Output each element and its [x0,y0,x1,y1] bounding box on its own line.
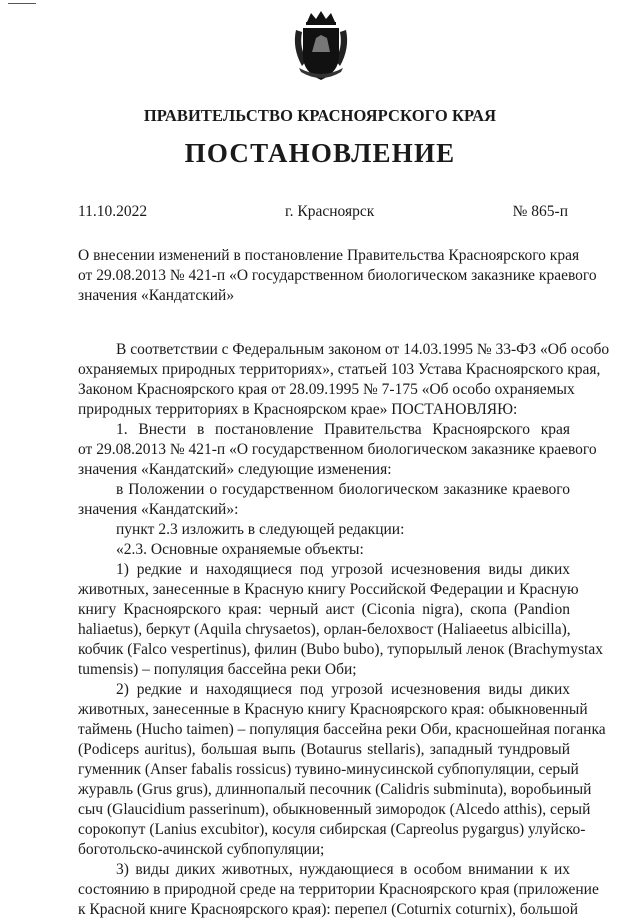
body-line: «2.3. Основные охраняемые объекты: [116,541,364,558]
body-line: 1) редкие и находящиеся под угрозой исчезновения виды диких [116,561,570,578]
body-line: 1. Внести в постановление Правительства Красноярского края [116,421,570,438]
body-line: значения «Кандатский» следующие изменения: [78,461,392,478]
body-line: пункт 2.3 изложить в следующей редакции: [116,521,405,538]
body-line: сыч (Glaucidium passerinum), обыкновенный зимородок (Alcedo atthis), серый [78,801,591,818]
subject-line: от 29.08.2013 № 421-п «О государственном биологическом заказнике краевого [78,267,597,284]
body-line: охраняемых природных территориях», статьей 103 Устава Красноярского края, [78,361,601,378]
body-line: (Podiceps auritus), большая выпь (Botaurus stellaris), западный тундровый [78,741,570,758]
body-line: значения «Кандатский»: [78,501,239,518]
corner-mark [8,3,36,4]
body-line: боготольско-ачинской субпопуляции; [78,841,325,858]
body-line: природных территориях в Красноярском крае» ПОСТАНОВЛЯЮ: [78,401,518,418]
body-text [78,340,610,920]
document-type-title: ПОСТАНОВЛЕНИЕ [184,138,456,168]
body-line: tumensis) – популяция бассейна реки Оби; [78,661,357,678]
body-line: к Красной книге Красноярского края): перепел (Coturnix coturnix), большой [78,901,579,918]
body-line: животных, занесенные в Красную книгу Российской Федерации и Красную [78,581,579,598]
body-line: состоянию в природной среде на территории Красноярского края (приложение [78,881,599,898]
subject-block [78,246,597,306]
body-line: животных, занесенные в Красную книгу Красноярского края: обыкновенный [78,701,588,718]
body-line: Законом Красноярского края от 28.09.1995 № 7-175 «Об особо охраняемых [78,381,575,398]
subject-line: О внесении изменений в постановление Правительства Красноярского края [78,247,580,264]
body-line: таймень (Hucho taimen) – популяция бассейна реки Оби, красношейная поганка [78,721,606,738]
body-line: В соответствии с Федеральным законом от 14.03.1995 № 33-ФЗ «Об особо [116,341,610,358]
subject-line: значения «Кандатский» [78,287,235,304]
body-line: кобчик (Falco vespertinus), филин (Bubo bubo), тупорылый ленок (Brachymystax [78,641,603,658]
body-line: журавль (Grus grus), длиннопалый песочник (Calidris subminuta), воробьиный [78,781,592,798]
body-line: сорокопут (Lanius excubitor), косуля сибирская (Capreolus pygargus) улуйско- [78,821,586,838]
government-name: ПРАВИТЕЛЬСТВО КРАСНОЯРСКОГО КРАЯ [143,106,497,125]
document-number: № 865-п [512,203,568,220]
body-line: гуменник (Anser fabalis rossicus) тувино-минусинской субпопуляции, серый [78,761,579,778]
document-date: 11.10.2022 [78,203,148,220]
body-line: от 29.08.2013 № 421-п «О государственном биологическом заказнике краевого [78,441,597,458]
body-line: haliaetus), беркут (Aquila chrysaetos), орлан-белохвост (Haliaeetus albicilla), [78,621,571,638]
body-line: 2) редкие и находящиеся под угрозой исчезновения виды диких [116,681,570,698]
body-line: 3) виды диких животных, нуждающиеся в особом внимании к их [116,861,570,878]
document-city: г. Красноярск [285,203,375,220]
coat-of-arms-emblem [292,8,350,84]
body-line: в Положении о государственном биологическом заказнике краевого [116,481,570,498]
body-line: книгу Красноярского края: черный аист (Ciconia nigra), скопа (Pandion [78,601,570,618]
